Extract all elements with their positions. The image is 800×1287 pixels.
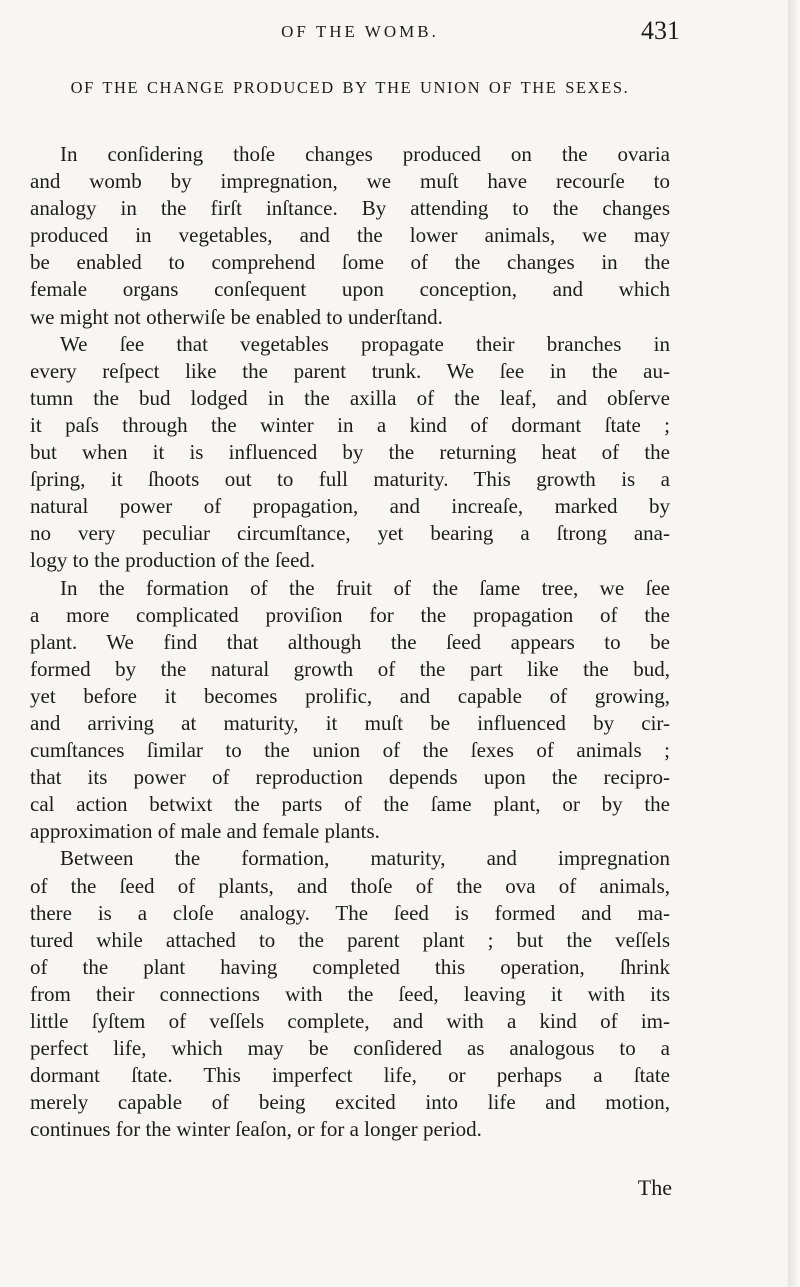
page-header — [40, 14, 680, 50]
text-line: yet before it becomes prolific, and capable of growing, — [30, 683, 670, 708]
paragraph — [30, 141, 670, 331]
text-line: dormant ſtate. This imperfect life, or perhaps a ſtate — [30, 1063, 670, 1088]
text-line: and womb by impregnation, we muſt have recourſe to — [30, 169, 670, 194]
text-line: cal action betwixt the parts of the ſame plant, or by the — [30, 792, 670, 817]
text-line: cumſtances ſimilar to the union of the ſexes of animals ; — [30, 738, 670, 763]
text-line: In conſidering thoſe changes produced on the ovaria — [60, 142, 670, 166]
catchword: The — [637, 1175, 672, 1200]
text-line: be enabled to comprehend ſome of the changes in the — [30, 250, 670, 275]
page-number: 431 — [641, 16, 680, 45]
text-line: and arriving at maturity, it muſt be influenced by cir- — [30, 710, 670, 735]
text-line: there is a cloſe analogy. The ſeed is formed and ma- — [30, 900, 670, 925]
text-line: formed by the natural growth of the part like the bud, — [30, 656, 670, 681]
text-line: from their connections with the ſeed, leaving it with its — [30, 981, 670, 1006]
text-line: of the ſeed of plants, and thoſe of the ova of animals, — [30, 873, 670, 898]
text-line: it paſs through the winter in a kind of dormant ſtate ; — [30, 412, 670, 437]
text-line: analogy in the firſt inſtance. By attending to the changes — [30, 196, 670, 221]
text-line: perfect life, which may be conſidered as analogous to a — [30, 1036, 670, 1061]
text-line: In the formation of the fruit of the ſame tree, we ſee — [60, 575, 670, 600]
text-line: produced in vegetables, and the lower animals, we may — [30, 223, 670, 248]
text-line: We ſee that vegetables propagate their branches in — [60, 331, 670, 356]
text-line: approximation of male and female plants. — [30, 819, 380, 844]
running-head: OF THE WOMB. — [281, 22, 439, 41]
text-line: natural power of propagation, and increaſe, marked by — [30, 494, 670, 519]
paragraph — [30, 331, 670, 575]
text-line: little ſyſtem of veſſels complete, and with a kind of im- — [30, 1009, 670, 1033]
text-line: female organs conſequent upon conception, and which — [30, 277, 670, 302]
paragraph — [30, 845, 670, 1143]
text-line: merely capable of being excited into life and motion, — [30, 1090, 670, 1115]
text-line: every reſpect like the parent trunk. We ſee in the au- — [30, 358, 670, 383]
text-line: tumn the bud lodged in the axilla of the leaf, and obſerve — [30, 385, 670, 410]
text-line: logy to the production of the ſeed. — [30, 548, 316, 573]
body-text — [30, 141, 670, 1143]
text-line: Between the formation, maturity, and impregnation — [60, 846, 670, 871]
text-line: but when it is influenced by the returning heat of the — [30, 440, 670, 465]
text-line: that its power of reproduction depends upon the recipro- — [30, 765, 670, 790]
text-line: we might not otherwiſe be enabled to underſtand. — [30, 304, 443, 329]
text-line: tured while attached to the parent plant ; but the veſſels — [30, 927, 670, 952]
paragraph — [30, 575, 670, 846]
text-line: no very peculiar circumſtance, yet bearing a ſtrong ana- — [30, 521, 670, 546]
text-line: of the plant having completed this operation, ſhrink — [30, 954, 670, 979]
text-line: continues for the winter ſeaſon, or for a longer period. — [30, 1117, 482, 1142]
text-line: plant. We find that although the ſeed appears to be — [30, 629, 670, 654]
text-line: ſpring, it ſhoots out to full maturity. This growth is a — [30, 467, 670, 492]
page-edge — [788, 0, 800, 1287]
text-line: a more complicated proviſion for the propagation of the — [30, 602, 670, 627]
chapter-title: OF THE CHANGE PRODUCED BY THE UNION OF THE SEXES. — [70, 78, 630, 97]
